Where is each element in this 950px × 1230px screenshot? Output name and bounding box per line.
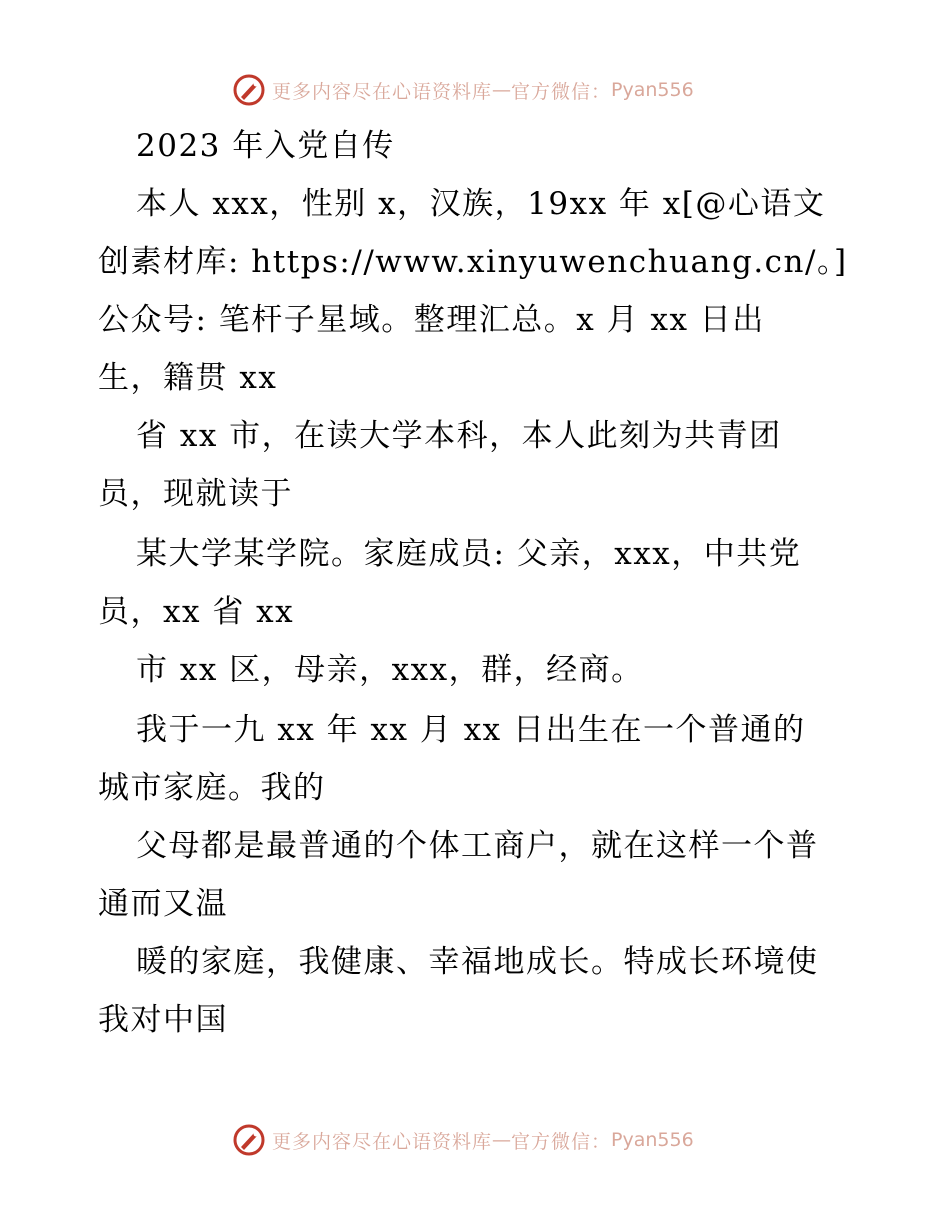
watermark-separator: — [492,79,512,101]
watermark-wechat-label: 官方微信： [511,80,612,103]
paragraph-line: 公众号: 笔杆子星域。整理汇总。x 月 xx 日出 [98,302,765,338]
paragraph-line: 城市家庭。我的 [98,770,326,806]
paragraph-line: 某大学某学院。家庭成员: 父亲，xxx，中共党 [136,536,802,572]
paragraph-line: 创素材库: https://www.xinyuwenchuang.cn/。] [98,244,848,280]
header-watermark [232,72,694,108]
pen-logo-icon [232,73,266,107]
paragraph-line: 我对中国 [98,1002,228,1038]
paragraph-line: 员，xx 省 xx [98,594,295,630]
watermark-wechat-handle: Pyan556 [611,1129,694,1151]
paragraph-line: 父母都是最普通的个体工商户，就在这样一个普 [136,828,819,864]
paragraph-line: 本人 xxx，性别 x，汉族，19xx 年 x[@心语文 [136,186,826,222]
footer-watermark [232,1122,694,1158]
document-title: 2023 年入党自传 [136,128,395,164]
paragraph-line: 省 xx 市，在读大学本科，本人此刻为共青团 [136,418,782,454]
paragraph-line: 市 xx 区，母亲，xxx，群，经商。 [136,652,644,688]
watermark-wechat-handle: Pyan556 [611,79,694,101]
pen-logo-icon [232,1123,266,1157]
paragraph-line: 员，现就读于 [98,476,293,512]
paragraph-line: 我于一九 xx 年 xx 月 xx 日出生在一个普通的 [136,712,806,748]
watermark-wechat-label: 官方微信： [511,1130,612,1153]
paragraph-line: 生，籍贯 xx [98,360,278,396]
paragraph-line: 暖的家庭，我健康、幸福地成长。特成长环境使 [136,944,819,980]
paragraph-line: 通而又温 [98,886,228,922]
watermark-text: 更多内容尽在心语资料库 [272,80,493,103]
watermark-text: 更多内容尽在心语资料库 [272,1130,493,1153]
watermark-separator: — [492,1129,512,1151]
